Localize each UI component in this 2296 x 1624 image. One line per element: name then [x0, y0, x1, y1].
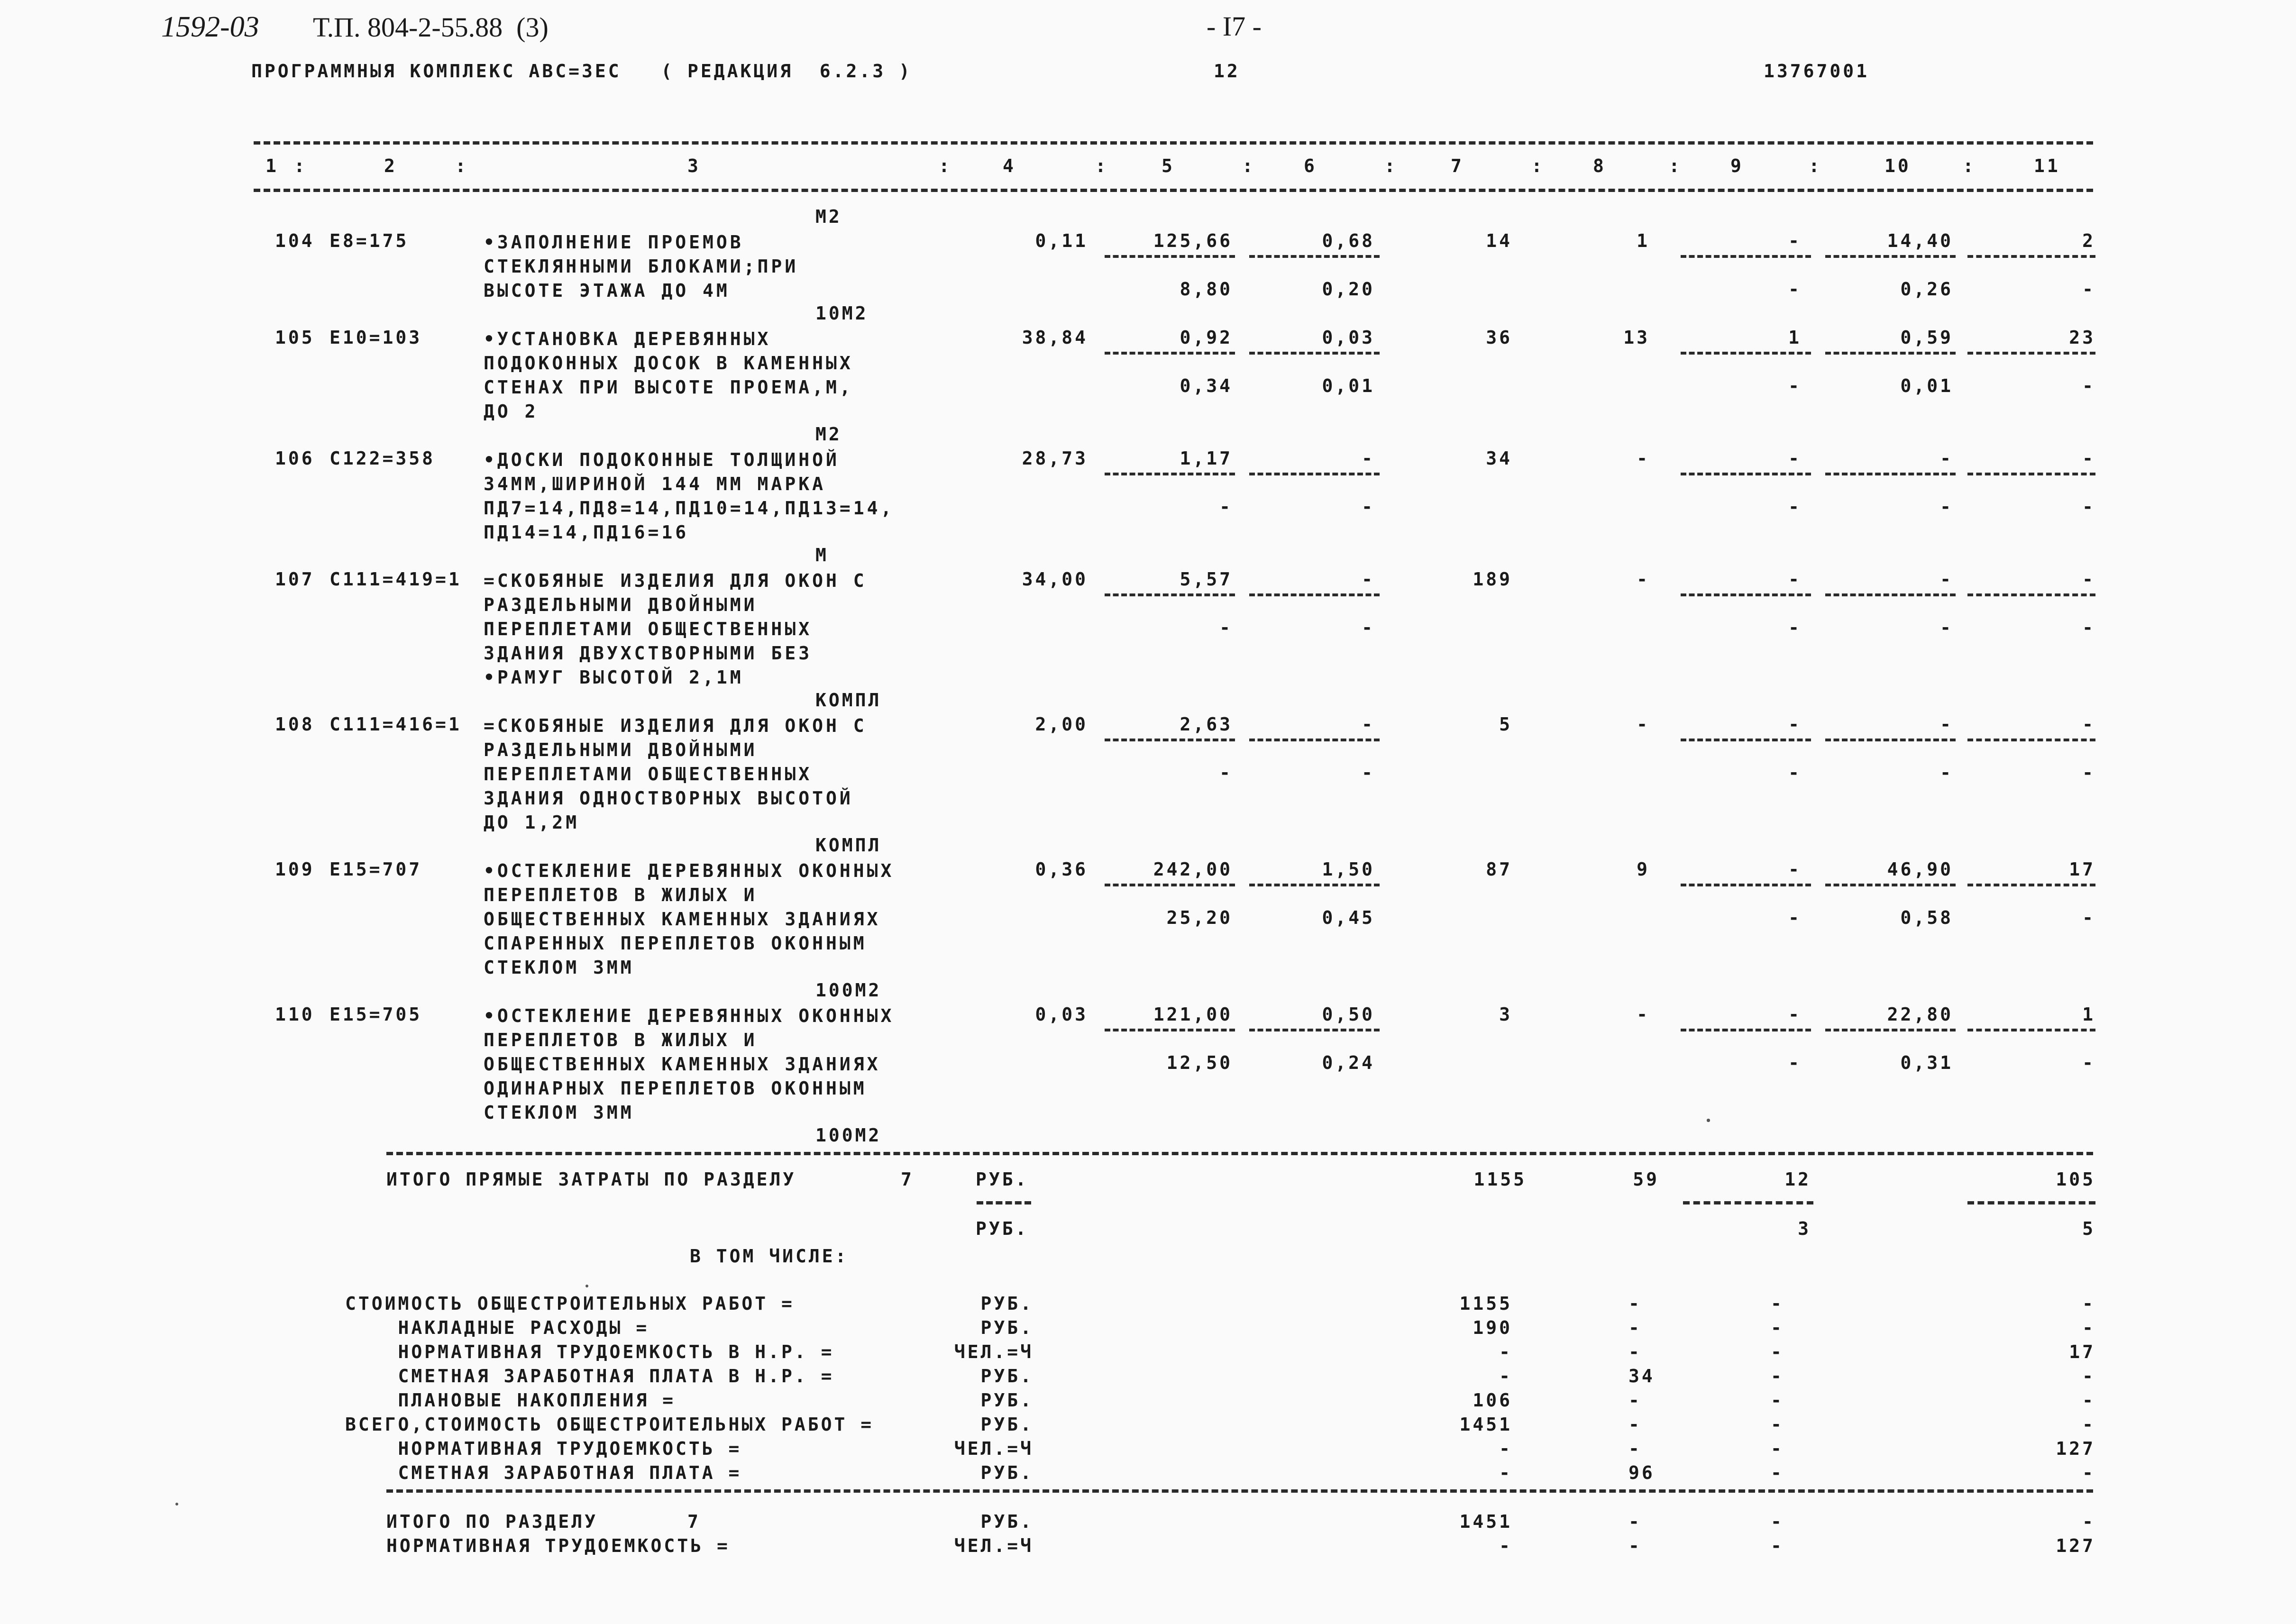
section-total-unit: РУБ.: [980, 1511, 1034, 1532]
breakdown-label: ПЛАНОВЫЕ НАКОПЛЕНИЯ =: [345, 1390, 676, 1411]
breakdown-col7: -: [1499, 1341, 1512, 1362]
column-header-3: 3: [687, 155, 701, 176]
breakdown-col11: -: [2082, 1390, 2095, 1411]
entry-number: 108: [275, 714, 315, 735]
col6-value: -: [1362, 569, 1375, 590]
entry-number: 105: [275, 327, 315, 348]
subtotal-rule: [1967, 739, 2095, 741]
breakdown-col11: -: [2082, 1366, 2095, 1387]
entry-code: E15=705: [329, 1004, 422, 1025]
entry-number: 106: [275, 448, 315, 469]
col5-sub-value: -: [1219, 496, 1233, 517]
col4-value: 2,00: [1035, 714, 1088, 735]
column-header-1: 1: [265, 155, 279, 176]
col8-value: -: [1637, 569, 1650, 590]
scan-speck: [175, 1503, 178, 1505]
subtotal-rule: [1967, 352, 2095, 355]
section-total-col7: -: [1499, 1535, 1512, 1556]
breakdown-col7: 1451: [1459, 1414, 1512, 1435]
col11-value: -: [2082, 714, 2095, 735]
col9-value: -: [1788, 448, 1802, 469]
col9-sub-value: -: [1788, 279, 1802, 300]
description-line: =СКОБЯНЫЕ ИЗДЕЛИЯ ДЛЯ ОКОН С: [484, 570, 867, 591]
col10-value: 0,59: [1900, 327, 1953, 348]
column-header-4: 4: [1003, 155, 1016, 176]
program-title: ПРОГРАММНЫЯ КОМПЛЕКС АВС=3ЕС ( РЕДАКЦИЯ 6.2.3 ): [251, 61, 912, 82]
description-line: •ДОСКИ ПОДОКОННЫЕ ТОЛЩИНОЙ: [484, 449, 840, 470]
totals-unit-rule: [977, 1201, 1031, 1204]
unit-of-measure: M2: [815, 424, 842, 445]
table-top-rule: [254, 141, 2093, 145]
description-line: ДО 1,2М: [484, 812, 580, 833]
breakdown-label: СМЕТНАЯ ЗАРАБОТНАЯ ПЛАТА =: [345, 1462, 742, 1483]
breakdown-col7: -: [1499, 1366, 1512, 1387]
breakdown-unit: ЧЕЛ.=Ч: [954, 1341, 1034, 1362]
col9-value: -: [1788, 859, 1802, 880]
description-line: РАЗДЕЛЬНЫМИ ДВОЙНЫМИ: [484, 739, 758, 760]
description-line: ОБЩЕСТВЕННЫХ КАМЕННЫХ ЗДАНИЯХ: [484, 1054, 881, 1075]
description-line: •ОСТЕКЛЕНИЕ ДЕРЕВЯННЫХ ОКОННЫХ: [484, 1005, 895, 1026]
subtotal-rule: [1105, 884, 1235, 886]
breakdown-label: НОРМАТИВНАЯ ТРУДОЕМКОСТЬ В Н.Р. =: [345, 1341, 834, 1362]
subtotal-rule: [1967, 884, 2095, 886]
col5-sub-value: 12,50: [1166, 1052, 1233, 1073]
col8-value: -: [1637, 1004, 1650, 1025]
column-separator: :: [455, 155, 468, 176]
breakdown-col8: -: [1628, 1341, 1642, 1362]
col11-value: 17: [2069, 859, 2095, 880]
col11-sub-value: -: [2082, 279, 2095, 300]
col10-sub-value: 0,01: [1900, 375, 1953, 396]
subtotal-rule: [1249, 1029, 1380, 1031]
subtotal-rule: [1681, 352, 1811, 355]
sheet-number: 12: [1214, 61, 1240, 82]
breakdown-unit: РУБ.: [980, 1317, 1034, 1338]
col10-sub-value: -: [1940, 617, 1953, 638]
unit-of-measure: КОМПЛ: [815, 690, 882, 711]
description-line: •УСТАНОВКА ДЕРЕВЯННЫХ: [484, 328, 771, 349]
subtotal-rule: [1967, 473, 2095, 475]
breakdown-col8: 34: [1628, 1366, 1655, 1387]
totals-col7: 1155: [1473, 1169, 1527, 1190]
col5-value: 0,92: [1180, 327, 1233, 348]
column-header-10: 10: [1884, 155, 1911, 176]
description-line: ПД7=14,ПД8=14,ПД10=14,ПД13=14,: [484, 498, 895, 519]
col5-sub-value: 8,80: [1180, 279, 1233, 300]
col9-sub-value: -: [1788, 907, 1802, 928]
entry-number: 109: [275, 859, 315, 880]
col7-value: 14: [1486, 230, 1512, 251]
col9-sub-value: -: [1788, 1052, 1802, 1073]
project-title: Т.П. 804-2-55.88 (3): [313, 12, 549, 43]
col4-value: 0,11: [1035, 230, 1088, 251]
col8-value: 13: [1623, 327, 1650, 348]
subtotal-rule: [1249, 884, 1380, 886]
col6-value: 1,50: [1322, 859, 1375, 880]
unit-of-measure: КОМПЛ: [815, 835, 882, 856]
col7-value: 189: [1473, 569, 1512, 590]
description-line: СТЕКЛОМ 3ММ: [484, 957, 634, 978]
col4-value: 34,00: [1022, 569, 1088, 590]
col8-value: 9: [1637, 859, 1650, 880]
subtotal-rule: [1105, 473, 1235, 475]
description-line: ПД14=14,ПД16=16: [484, 522, 689, 543]
col9-value: -: [1788, 230, 1802, 251]
col10-value: -: [1940, 448, 1953, 469]
section-total-col9: -: [1771, 1511, 1784, 1532]
entry-description: [484, 448, 894, 545]
col11-value: 1: [2082, 1004, 2095, 1025]
col6-value: 0,03: [1322, 327, 1375, 348]
col6-value: 0,68: [1322, 230, 1375, 251]
col9-value: -: [1788, 1004, 1802, 1025]
col9-sub-value: -: [1788, 762, 1802, 783]
col4-value: 38,84: [1022, 327, 1088, 348]
description-line: ПЕРЕПЛЕТОВ В ЖИЛЫХ И: [484, 885, 758, 905]
description-line: ПЕРЕПЛЕТАМИ ОБЩЕСТВЕННЫХ: [484, 764, 813, 785]
subtotal-rule: [1825, 739, 1956, 741]
subtotal-rule: [1825, 473, 1956, 475]
subtotal-rule: [1105, 352, 1235, 355]
entry-number: 110: [275, 1004, 315, 1025]
col10-sub-value: -: [1940, 496, 1953, 517]
breakdown-col9: -: [1771, 1293, 1784, 1314]
breakdown-unit: РУБ.: [980, 1462, 1034, 1483]
description-line: •ЗАПОЛНЕНИЕ ПРОЕМОВ: [484, 232, 744, 253]
subtotal-rule: [1681, 473, 1811, 475]
breakdown-unit: ЧЕЛ.=Ч: [954, 1438, 1034, 1459]
entry-description: [484, 859, 894, 980]
col5-value: 125,66: [1153, 230, 1233, 251]
breakdown-col9: -: [1771, 1462, 1784, 1483]
entry-code: C111=419=1: [329, 569, 462, 590]
subtotal-rule: [1967, 1029, 2095, 1031]
totals-col8: 59: [1633, 1169, 1659, 1190]
entry-number: 104: [275, 230, 315, 251]
subtotal-rule: [1105, 593, 1235, 596]
col9-value: 1: [1788, 327, 1802, 348]
breakdown-col9: -: [1771, 1390, 1784, 1411]
col5-value: 2,63: [1180, 714, 1233, 735]
entry-code: C122=358: [329, 448, 436, 469]
document-number: 1592-03: [161, 11, 259, 43]
description-line: ЗДАНИЯ ОДНОСТВОРНЫХ ВЫСОТОЙ: [484, 788, 853, 809]
col8-value: -: [1637, 448, 1650, 469]
col11-value: -: [2082, 448, 2095, 469]
col6-value: -: [1362, 448, 1375, 469]
page-number: - I7 -: [1207, 11, 1262, 42]
section-total-col11: 127: [2056, 1535, 2095, 1556]
subtotal-rule: [1825, 1029, 1956, 1031]
totals-col11-rule: [1967, 1201, 2095, 1204]
column-separator: :: [1384, 155, 1398, 176]
subtotal-rule: [1825, 352, 1956, 355]
breakdown-col9: -: [1771, 1317, 1784, 1338]
subtotal-rule: [1967, 593, 2095, 596]
subtotal-rule: [1105, 255, 1235, 258]
breakdown-col8: -: [1628, 1438, 1642, 1459]
breakdown-col8: -: [1628, 1414, 1642, 1435]
unit-of-measure: 100M2: [815, 980, 882, 1001]
breakdown-unit: РУБ.: [980, 1414, 1034, 1435]
column-separator: :: [1242, 155, 1255, 176]
col6-sub-value: -: [1362, 496, 1375, 517]
col11-value: 2: [2082, 230, 2095, 251]
description-line: ОБЩЕСТВЕННЫХ КАМЕННЫХ ЗДАНИЯХ: [484, 909, 881, 930]
description-line: •РАМУГ ВЫСОТОЙ 2,1М: [484, 667, 744, 688]
section-total-unit: ЧЕЛ.=Ч: [954, 1535, 1034, 1556]
subtotal-rule: [1249, 473, 1380, 475]
breakdown-col9: -: [1771, 1341, 1784, 1362]
column-separator: :: [939, 155, 952, 176]
col7-value: 3: [1499, 1004, 1512, 1025]
breakdown-col11: -: [2082, 1293, 2095, 1314]
col9-value: -: [1788, 714, 1802, 735]
subtotal-rule: [1681, 1029, 1811, 1031]
totals-col9-top: 12: [1784, 1169, 1811, 1190]
breakdown-col7: -: [1499, 1462, 1512, 1483]
subtotal-rule: [1681, 593, 1811, 596]
col7-value: 5: [1499, 714, 1512, 735]
totals-col11-top: 105: [2056, 1169, 2095, 1190]
col6-sub-value: -: [1362, 617, 1375, 638]
col10-sub-value: -: [1940, 762, 1953, 783]
col7-value: 87: [1486, 859, 1512, 880]
section-total-col7: 1451: [1459, 1511, 1512, 1532]
description-line: СТЕКЛОМ 3ММ: [484, 1102, 634, 1123]
description-line: ПЕРЕПЛЕТОВ В ЖИЛЫХ И: [484, 1030, 758, 1050]
breakdown-col8: -: [1628, 1390, 1642, 1411]
breakdown-label: НАКЛАДНЫЕ РАСХОДЫ =: [345, 1317, 649, 1338]
breakdown-col11: 127: [2056, 1438, 2095, 1459]
description-line: ПОДОКОННЫХ ДОСОК В КАМЕННЫХ: [484, 353, 853, 374]
col4-value: 28,73: [1022, 448, 1088, 469]
col6-sub-value: 0,24: [1322, 1052, 1375, 1073]
description-line: •ОСТЕКЛЕНИЕ ДЕРЕВЯННЫХ ОКОННЫХ: [484, 860, 895, 881]
subtotal-rule: [1681, 255, 1811, 258]
scan-speck: [585, 1285, 588, 1287]
column-header-11: 11: [2034, 155, 2060, 176]
totals-label: ИТОГО ПРЯМЫЕ ЗАТРАТЫ ПО РАЗДЕЛУ: [386, 1169, 796, 1190]
col5-value: 242,00: [1153, 859, 1233, 880]
col11-sub-value: -: [2082, 907, 2095, 928]
column-header-rule: [254, 189, 2093, 192]
breakdown-col11: 17: [2069, 1341, 2095, 1362]
section-total-col11: -: [2082, 1511, 2095, 1532]
entry-description: [484, 569, 867, 690]
unit-of-measure: M: [815, 545, 829, 566]
col9-sub-value: -: [1788, 496, 1802, 517]
col10-value: -: [1940, 569, 1953, 590]
column-separator: :: [1531, 155, 1545, 176]
breakdown-label: ВСЕГО,СТОИМОСТЬ ОБЩЕСТРОИТЕЛЬНЫХ РАБОТ =: [345, 1414, 874, 1435]
unit-of-measure: 100M2: [815, 1125, 882, 1146]
col6-sub-value: 0,45: [1322, 907, 1375, 928]
column-header-5: 5: [1162, 155, 1175, 176]
breakdown-col11: -: [2082, 1414, 2095, 1435]
breakdown-col9: -: [1771, 1438, 1784, 1459]
col10-value: 14,40: [1887, 230, 1953, 251]
breakdown-col7: 106: [1473, 1390, 1512, 1411]
col11-value: -: [2082, 569, 2095, 590]
breakdown-col8: -: [1628, 1317, 1642, 1338]
entry-code: C111=416=1: [329, 714, 462, 735]
column-separator: :: [1669, 155, 1682, 176]
breakdown-col7: 1155: [1459, 1293, 1512, 1314]
subtotal-rule: [1105, 739, 1235, 741]
col11-sub-value: -: [2082, 1052, 2095, 1073]
scan-speck: [1707, 1119, 1710, 1122]
col6-sub-value: 0,01: [1322, 375, 1375, 396]
breakdown-col11: -: [2082, 1317, 2095, 1338]
breakdown-col11: -: [2082, 1462, 2095, 1483]
col8-value: 1: [1637, 230, 1650, 251]
col5-sub-value: 0,34: [1180, 375, 1233, 396]
entry-description: [484, 1004, 894, 1125]
col9-value: -: [1788, 569, 1802, 590]
col6-sub-value: -: [1362, 762, 1375, 783]
totals-col11-bottom: 5: [2082, 1218, 2095, 1239]
column-header-2: 2: [384, 155, 397, 176]
col6-sub-value: 0,20: [1322, 279, 1375, 300]
subtotal-rule: [1249, 593, 1380, 596]
col4-value: 0,36: [1035, 859, 1088, 880]
col11-sub-value: -: [2082, 496, 2095, 517]
section-total-label: ИТОГО ПО РАЗДЕЛУ: [386, 1511, 598, 1532]
breakdown-label: СТОИМОСТЬ ОБЩЕСТРОИТЕЛЬНЫХ РАБОТ =: [345, 1293, 795, 1314]
description-line: ДО 2: [484, 401, 539, 422]
description-line: ОДИНАРНЫХ ПЕРЕПЛЕТОВ ОКОННЫМ: [484, 1078, 867, 1099]
column-header-8: 8: [1593, 155, 1606, 176]
col11-sub-value: -: [2082, 617, 2095, 638]
column-separator: :: [1963, 155, 1976, 176]
unit-of-measure: 10M2: [815, 303, 869, 324]
section-total-col8: -: [1628, 1511, 1642, 1532]
col10-value: 46,90: [1887, 859, 1953, 880]
col5-value: 121,00: [1153, 1004, 1233, 1025]
totals-unit-1: РУБ.: [976, 1169, 1029, 1190]
col10-sub-value: 0,31: [1900, 1052, 1953, 1073]
subtotal-rule: [1681, 739, 1811, 741]
entry-code: E10=103: [329, 327, 422, 348]
col6-value: 0,50: [1322, 1004, 1375, 1025]
section-total-label: НОРМАТИВНАЯ ТРУДОЕМКОСТЬ =: [386, 1535, 730, 1556]
description-line: СТЕНАХ ПРИ ВЫСОТЕ ПРОЕМА,М,: [484, 377, 853, 398]
column-separator: :: [294, 155, 307, 176]
subtotal-rule: [1825, 884, 1956, 886]
totals-col9-rule: [1683, 1201, 1813, 1204]
entry-description: [484, 327, 853, 424]
subtotal-rule: [1249, 255, 1380, 258]
breakdown-col9: -: [1771, 1366, 1784, 1387]
description-line: ПЕРЕПЛЕТАМИ ОБЩЕСТВЕННЫХ: [484, 619, 813, 639]
description-line: ЗДАНИЯ ДВУХСТВОРНЫМИ БЕЗ: [484, 643, 813, 664]
col5-sub-value: -: [1219, 617, 1233, 638]
breakdown-label: НОРМАТИВНАЯ ТРУДОЕМКОСТЬ =: [345, 1438, 742, 1459]
description-line: СТЕКЛЯННЫМИ БЛОКАМИ;ПРИ: [484, 256, 799, 277]
col11-sub-value: -: [2082, 375, 2095, 396]
subtotal-rule: [1967, 255, 2095, 258]
subtotal-rule: [1681, 884, 1811, 886]
subtotal-rule: [1105, 1029, 1235, 1031]
totals-unit-2: РУБ.: [976, 1218, 1029, 1239]
column-header-6: 6: [1304, 155, 1317, 176]
breakdown-unit: РУБ.: [980, 1390, 1034, 1411]
col4-value: 0,03: [1035, 1004, 1088, 1025]
breakdown-col8: 96: [1628, 1462, 1655, 1483]
entry-description: [484, 714, 867, 835]
description-line: СПАРЕННЫХ ПЕРЕПЛЕТОВ ОКОННЫМ: [484, 933, 867, 954]
including-label: В ТОМ ЧИСЛЕ:: [690, 1246, 849, 1267]
col10-value: -: [1940, 714, 1953, 735]
subtotal-rule: [1825, 255, 1956, 258]
breakdown-col7: -: [1499, 1438, 1512, 1459]
column-separator: :: [1095, 155, 1108, 176]
description-line: ВЫСОТЕ ЭТАЖА ДО 4М: [484, 280, 730, 301]
col6-value: -: [1362, 714, 1375, 735]
col8-value: -: [1637, 714, 1650, 735]
col7-value: 34: [1486, 448, 1512, 469]
col10-value: 22,80: [1887, 1004, 1953, 1025]
col11-sub-value: -: [2082, 762, 2095, 783]
column-header-9: 9: [1730, 155, 1744, 176]
totals-top-rule: [386, 1152, 2093, 1155]
col5-value: 1,17: [1180, 448, 1233, 469]
column-separator: :: [1809, 155, 1822, 176]
section-total-col9: -: [1771, 1535, 1784, 1556]
unit-of-measure: M2: [815, 206, 842, 227]
col9-sub-value: -: [1788, 375, 1802, 396]
subtotal-rule: [1249, 352, 1380, 355]
breakdown-unit: РУБ.: [980, 1293, 1034, 1314]
totals-col9-bottom: 3: [1798, 1218, 1811, 1239]
col9-sub-value: -: [1788, 617, 1802, 638]
section-total-rule: [386, 1489, 2093, 1493]
section-total-number: 7: [687, 1511, 701, 1532]
totals-section: 7: [901, 1169, 914, 1190]
subtotal-rule: [1249, 739, 1380, 741]
col10-sub-value: 0,58: [1900, 907, 1953, 928]
description-line: 34ММ,ШИРИНОЙ 144 ММ МАРКА: [484, 474, 826, 494]
entry-code: E8=175: [329, 230, 409, 251]
subtotal-rule: [1825, 593, 1956, 596]
entry-description: [484, 230, 798, 303]
breakdown-col7: 190: [1473, 1317, 1512, 1338]
breakdown-unit: РУБ.: [980, 1366, 1034, 1387]
entry-number: 107: [275, 569, 315, 590]
col11-value: 23: [2069, 327, 2095, 348]
col5-sub-value: 25,20: [1166, 907, 1233, 928]
description-line: РАЗДЕЛЬНЫМИ ДВОЙНЫМИ: [484, 594, 758, 615]
col5-sub-value: -: [1219, 762, 1233, 783]
breakdown-col9: -: [1771, 1414, 1784, 1435]
col5-value: 5,57: [1180, 569, 1233, 590]
document-code: 13767001: [1764, 61, 1870, 82]
entry-code: E15=707: [329, 859, 422, 880]
description-line: =СКОБЯНЫЕ ИЗДЕЛИЯ ДЛЯ ОКОН С: [484, 715, 867, 736]
col7-value: 36: [1486, 327, 1512, 348]
breakdown-col8: -: [1628, 1293, 1642, 1314]
col10-sub-value: 0,26: [1900, 279, 1953, 300]
breakdown-label: СМЕТНАЯ ЗАРАБОТНАЯ ПЛАТА В Н.Р. =: [345, 1366, 834, 1387]
column-header-7: 7: [1451, 155, 1464, 176]
section-total-col8: -: [1628, 1535, 1642, 1556]
